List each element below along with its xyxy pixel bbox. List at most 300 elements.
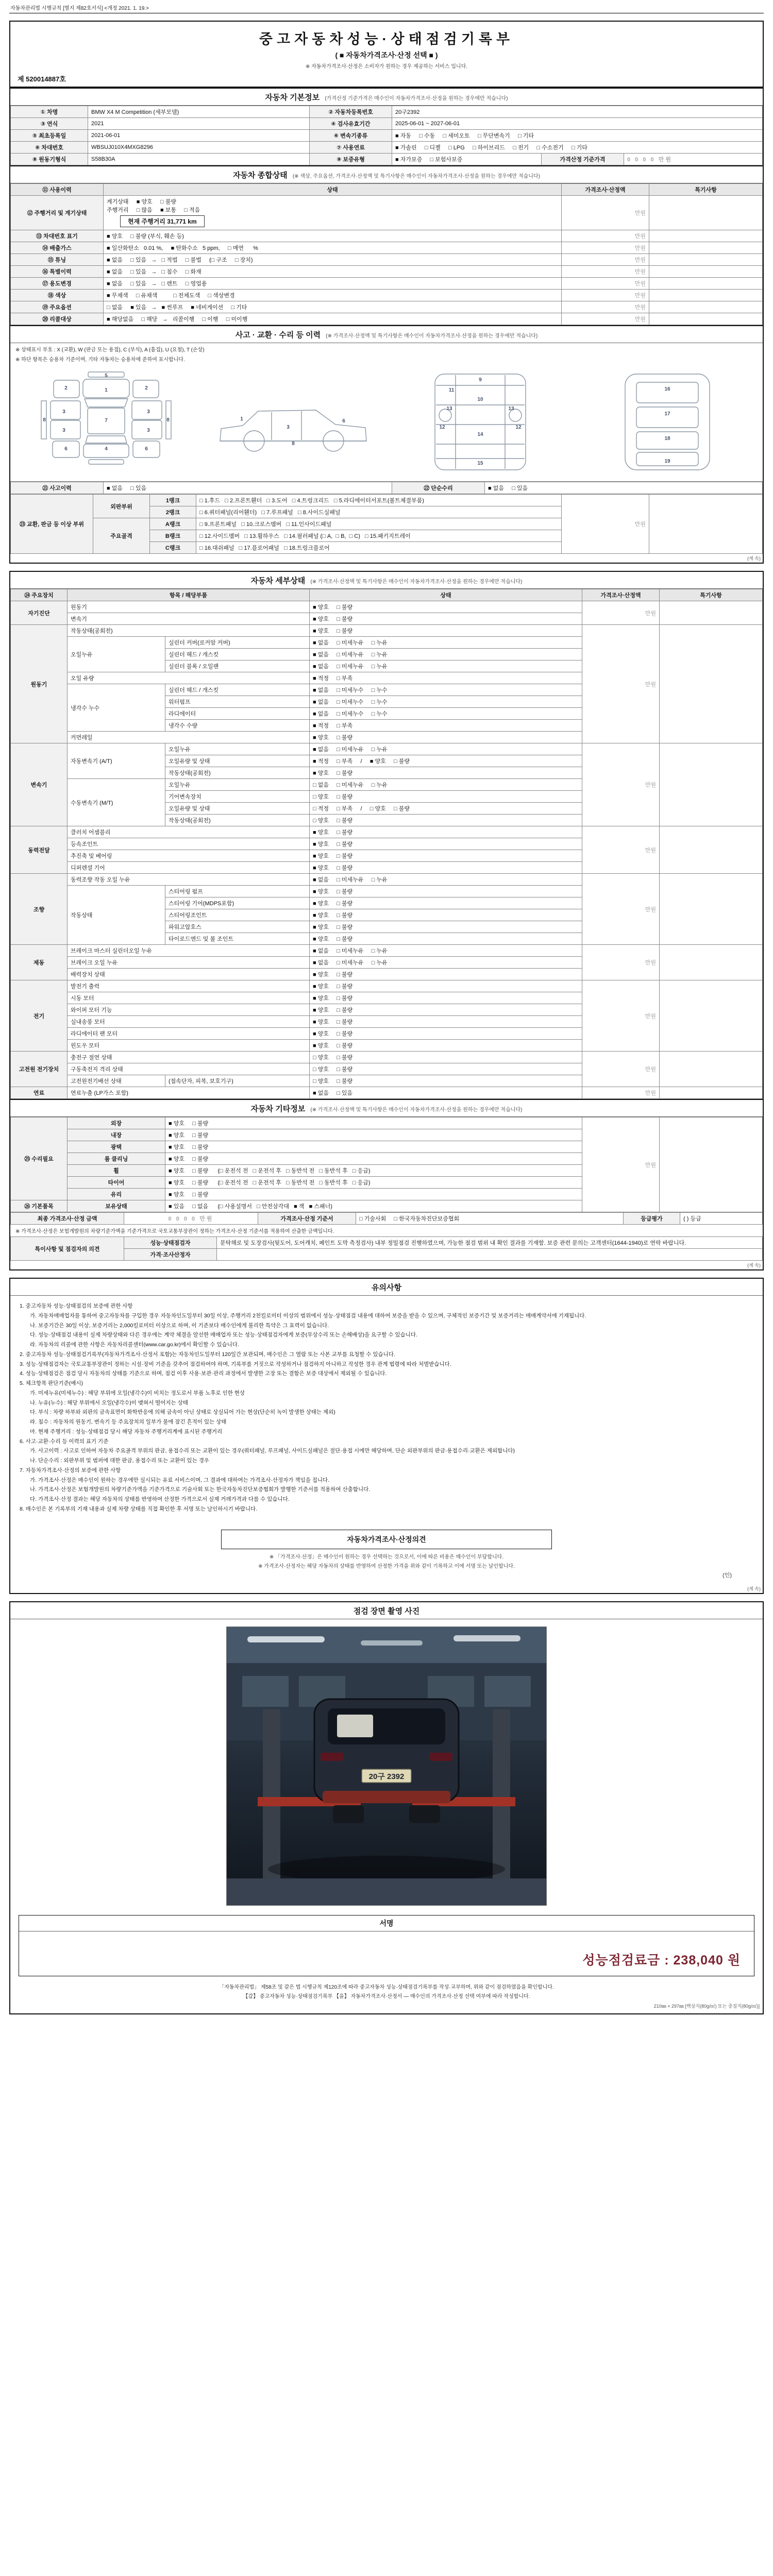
section-note-overall: (※ 색상, 주요옵션, 가격조사·산정액 및 특기사항은 매수인이 자동차가격조사·산정을 원하는 경우에만 적습니다)	[292, 174, 540, 179]
part-label: 스티어링조인트	[165, 909, 310, 921]
section-title-basic	[10, 88, 763, 106]
block-detail	[9, 571, 764, 1270]
part-label: 오일유량 및 상태	[165, 803, 310, 815]
remark-cell	[660, 1087, 763, 1099]
base-price-value: 0 0 0 0 만원	[624, 154, 763, 165]
car-diagram-frame-top	[398, 368, 563, 476]
detail-condition-table	[10, 589, 763, 1099]
grade-value: ( ) 등급	[680, 1213, 763, 1225]
registration-number-value: 20구2392	[392, 106, 763, 118]
current-mileage-label: 현재 주행거리	[128, 218, 165, 225]
item-label: 휠	[68, 1165, 165, 1177]
item-label: 와이퍼 모터 기능	[68, 1004, 310, 1016]
state-options[interactable]: ■ 없음 □ 미세누유 □ 누유	[310, 945, 582, 957]
final-price-note: ※ 가격조사·산정은 보험개발원의 차량기준가액을 기준가격으로 국토교통부장관이 정하는 가격조사·산정 기준서를 적용하여 산출한 금액입니다.	[15, 1229, 334, 1234]
state-options[interactable]: ■ 양호 □ 불량 (□ 운전석 전 □ 운전석 후 □ 동반석 전 □ 동반석 후 □ 응급)	[165, 1165, 582, 1177]
item-label: 오일누유	[68, 637, 165, 672]
item-label: 작동상태(공회전)	[68, 625, 310, 637]
state-options[interactable]: ■ 없음 □ 미세누수 □ 누수	[310, 708, 582, 720]
continued-marker: (계 속)	[747, 1586, 761, 1591]
standard-book-options[interactable]: □ 기술사회 □ 한국자동차진단보증협회	[356, 1213, 624, 1225]
part-label: 워터펌프	[165, 696, 310, 708]
state-options[interactable]: ■ 없음 □ 미세누유 □ 누유	[310, 743, 582, 755]
device-name: 제동	[11, 945, 68, 980]
item-label: 실내송풍 모터	[68, 1016, 310, 1028]
form-reference: 자동차관리법 시행규칙 [별지 제82호서식] <개정 2021. 1. 19.>	[9, 3, 764, 13]
section-note-accident: (※ 가격조사·산정액 및 특기사항은 매수인이 자동차가격조사·산정을 원하는 경우에만 적습니다)	[326, 333, 538, 339]
row-label: ⑰ 용도변경	[11, 278, 104, 290]
state-options[interactable]: ■ 무채색 □ 유채색 □ 전체도색 □ 색상변경	[104, 290, 562, 301]
car-name-value: BMW X4 M Competition (세부모델)	[88, 106, 310, 118]
appraiser-label: 가격·조사산정자	[124, 1249, 217, 1261]
state-options[interactable]: □ 없음 ■ 있음 → ■ 썬루프 ■ 네비게이션 □ 기타	[104, 301, 562, 313]
device-name: 고전원 전기장치	[11, 1052, 68, 1087]
price-cell: 만원	[582, 945, 660, 980]
svg-text:1: 1	[240, 416, 243, 422]
device-name: 전기	[11, 980, 68, 1052]
accident-history-options[interactable]: ■ 없음 □ 있음	[104, 482, 392, 494]
note-item: 다. 부식 : 차량 하부와 외판의 금속표면이 화학반응에 의해 금속이 아닌 상태로 상실되어 가는 현상(단순히 녹이 발생한 상태는 제외)	[30, 1409, 335, 1416]
accident-legend-1: ※ 상태표시 부호 : X (교환), W (판금 또는 용접), C (부식), A (흠집), U (요철), T (손상)	[15, 347, 205, 353]
doc-service-note: ※ 자동차가격조사·산정은 소비자가 원하는 경우 제공하는 서비스 입니다.	[305, 64, 468, 70]
remark-cell	[649, 278, 763, 290]
part-label: 타이로드엔드 및 볼 조인트	[165, 933, 310, 945]
row-label: ㉒ 단순수리	[392, 482, 485, 494]
state-options[interactable]: ■ 양호 □ 불량	[310, 969, 582, 980]
column-header: 가격조사·산정액	[562, 184, 649, 196]
section-title-photo	[10, 1602, 763, 1619]
section-title-detail	[10, 572, 763, 589]
state-options[interactable]: ■ 양호 □ 불량 (부식, 훼손 등)	[104, 230, 562, 242]
opinion-section-label: 특이사항 및 점검자의 의견	[11, 1237, 124, 1261]
notes-body	[10, 1296, 763, 1522]
state-options[interactable]: ■ 일산화탄소 0.01 %, ■ 탄화수소 5 ppm, □ 매연 %	[104, 242, 562, 254]
state-options[interactable]: ■ 없음 □ 미세누유 □ 누유	[310, 660, 582, 672]
svg-text:13: 13	[446, 406, 452, 412]
state-options[interactable]: ■ 양호 □ 불량	[165, 1189, 582, 1200]
svg-text:14: 14	[477, 432, 483, 437]
item-label: 내장	[68, 1129, 165, 1141]
signature-box	[19, 1915, 754, 1976]
remark-cell	[649, 254, 763, 266]
item-label: 원동기	[68, 601, 310, 613]
svg-text:3: 3	[62, 409, 65, 415]
field-label: ⑥ 변속기종류	[310, 130, 392, 142]
current-mileage-box	[120, 215, 205, 227]
note-item: 나. 가격조사·산정은 보험개발원의 차량기준가액을 기준가격으로 기술사회 또는 한국자동차진단보증협회가 발행한 기준서를 적용하여 산출합니다.	[30, 1486, 371, 1493]
car-diagrams	[10, 363, 763, 482]
state-options[interactable]: ■ 양호 □ 불량	[310, 1040, 582, 1052]
price-cell: 만원	[582, 625, 660, 743]
state-options[interactable]: □ 없음 □ 미세누유 □ 누유	[310, 779, 582, 791]
basic-items-options[interactable]: ■ 있음 □ 없음 (□ 사용설명서 □ 안전삼각대 ■ 잭 ■ 스패너)	[165, 1200, 582, 1212]
standard-book-label: 가격조사·산정 기준서	[258, 1213, 356, 1225]
state-options[interactable]: □ 양호 □ 불량	[310, 1063, 582, 1075]
price-cell: 만원	[582, 601, 660, 625]
remark-cell	[649, 242, 763, 254]
exchange-section-label: ㉓ 교환, 판금 등 이상 부위	[11, 495, 93, 554]
device-name: 조향	[11, 874, 68, 945]
signature-title: 서명	[19, 1916, 754, 1931]
state-options[interactable]: ■ 적정 □ 부족 / ■ 양호 □ 불량	[310, 755, 582, 767]
state-options[interactable]: ■ 양호 □ 불량	[310, 862, 582, 874]
remark-cell	[660, 874, 763, 945]
section-title-accident-text: 사고 · 교환 · 수리 등 이력	[235, 331, 321, 340]
state-options[interactable]: ■ 양호 □ 불량	[310, 886, 582, 897]
field-label: ⑤ 최초등록일	[11, 130, 88, 142]
note-item: 가. 미세누유(미세누수) : 해당 부위에 오일(냉각수)이 비치는 정도로서 부품 노후로 인한 현상	[30, 1389, 245, 1396]
section-title-overall	[10, 165, 763, 183]
item-label: 외장	[68, 1117, 165, 1129]
field-label: ⑦ 사용연료	[310, 142, 392, 154]
price-cell: 만원	[562, 278, 649, 290]
item-label: 수동변속기 (M/T)	[68, 779, 165, 826]
state-options[interactable]: ■ 양호 □ 불량	[310, 933, 582, 945]
section-title-notes-text: 유의사항	[372, 1283, 401, 1292]
part-label: (접속단자, 피복, 보호기구)	[165, 1075, 310, 1087]
doc-header	[10, 22, 763, 88]
svg-text:7: 7	[104, 418, 108, 423]
state-options[interactable]: ■ 적정 □ 부족	[310, 720, 582, 732]
column-header: ㉔ 주요장치	[11, 589, 68, 601]
vin-value: WBSUJ010X4MXG8296	[88, 142, 310, 154]
state-options[interactable]: ■ 없음 □ 미세누유 □ 누유	[310, 637, 582, 649]
accident-history-table	[10, 482, 763, 494]
svg-text:3: 3	[286, 425, 290, 430]
note-item: 나. 누유(누수) : 해당 부위에서 오일(냉각수)이 맺혀서 떨어지는 상태	[30, 1399, 188, 1406]
outer-panel-label: 외판부위	[93, 495, 150, 518]
warranty-type-options[interactable]: ■ 자가보증 □ 보험사보증	[392, 154, 542, 165]
price-cell: 만원	[562, 230, 649, 242]
item-label: 타이어	[68, 1177, 165, 1189]
overall-condition-table	[10, 183, 763, 325]
rank-items-options[interactable]: □ 9.프론트패널 □ 10.크로스멤버 □ 11.인사이드패널	[196, 518, 562, 530]
state-options[interactable]: ■ 양호 □ 불량	[165, 1141, 582, 1153]
state-options[interactable]: ■ 양호 □ 불량	[310, 625, 582, 637]
rank-items-options[interactable]: □ 16.대쉬패널 □ 17.플로어패널 □ 18.트렁크플로어	[196, 542, 562, 554]
note-item: 가. 가격조사·산정은 매수인이 원하는 경우에만 실시되는 유료 서비스이며, 그 결과에 대하여는 가격조사·산정자가 책임을 집니다.	[30, 1477, 330, 1483]
state-options[interactable]: ■ 없음 □ 있음 → □ 침수 □ 화재	[104, 266, 562, 278]
item-label: 배력장치 상태	[68, 969, 310, 980]
item-label: 등속조인트	[68, 838, 310, 850]
column-header: 특기사항	[660, 589, 763, 601]
rank-items-options[interactable]: □ 1.후드 □ 2.프론트휀더 □ 3.도어 □ 4.트렁크리드 □ 5.라디에이터서포트(볼트체결부품)	[196, 495, 562, 506]
column-header: 가격조사·산정액	[582, 589, 660, 601]
remark-cell	[649, 266, 763, 278]
continued-marker: (계 속)	[747, 1263, 761, 1268]
state-options[interactable]: ■ 양호 □ 불량	[310, 909, 582, 921]
state-options[interactable]: ■ 양호 □ 불량	[310, 1028, 582, 1040]
state-options[interactable]: ■ 양호 □ 불량	[165, 1153, 582, 1165]
item-label: 연료누출 (LP가스 포함)	[68, 1087, 310, 1099]
price-cell: 만원	[582, 1052, 660, 1087]
item-label: 클러치 어셈블리	[68, 826, 310, 838]
item-label: 브레이크 오일 누유	[68, 957, 310, 969]
basic-items-label: ㉖ 기본품목	[11, 1200, 68, 1212]
block-photo-sign	[9, 1601, 764, 2014]
inspection-valid-period-value: 2025-06-01 ~ 2027-06-01	[392, 118, 763, 130]
item-label: 윈도우 모터	[68, 1040, 310, 1052]
item-label: 시동 모터	[68, 992, 310, 1004]
column-header: 상태	[104, 184, 562, 196]
item-label: 라디에이터 팬 모터	[68, 1028, 310, 1040]
svg-text:12: 12	[439, 425, 445, 430]
row-label: ⑭ 배출가스	[11, 242, 104, 254]
state-options[interactable]: ■ 없음 □ 미세누수 □ 누수	[310, 696, 582, 708]
item-label: 냉각수 누수	[68, 684, 165, 732]
state-options[interactable]: ■ 없음 □ 있음	[310, 1087, 582, 1099]
inspector-opinion-text: 문탁해로 및 도장검사(뒷도어, 도어캐치, 페인트 도막 측정검사) 내부 정밀점검 진행하였으며, 가능한 점검 범위 내 확인 결과를 기재함. 보증 관련 문의는 고객센터(1644-1940)로 연락 바랍니다.	[217, 1237, 763, 1249]
state-options[interactable]: ■ 없음 □ 미세누유 □ 누유	[310, 874, 582, 886]
svg-text:12: 12	[515, 425, 522, 430]
remark-cell	[660, 945, 763, 980]
field-label: ⑧ 원동기형식	[11, 154, 88, 165]
svg-text:1: 1	[104, 387, 108, 393]
note-item: 가. 사고이력 : 사고로 인하여 자동차 주요골격 부위의 판금, 용접수리 또는 교환이 있는 경우(쿼터패널, 루프패널, 사이드실패널은 절단·용접 시에만 해당하며, 단순 외판부위의 판금·용접수리·교환은 제외합니다)	[30, 1448, 515, 1454]
section-title-detail-text: 자동차 세부상태	[250, 577, 306, 585]
section-title-accident	[10, 325, 763, 343]
note-item: 8. 매수인은 본 기록부의 기재 내용과 실제 차량 상태를 직접 확인한 후 서명 또는 날인하시기 바랍니다.	[20, 1505, 258, 1512]
svg-text:5: 5	[104, 373, 108, 379]
item-label: 자동변속기 (A/T)	[68, 743, 165, 779]
state-options[interactable]: ■ 양호 □ 불량	[310, 732, 582, 743]
price-cell: 만원	[562, 242, 649, 254]
remark-cell	[660, 743, 763, 826]
mileage-level-options[interactable]: 주행거리 □ 많음 ■ 보통 □ 적음	[107, 207, 200, 213]
section-title-basic-text: 자동차 기본정보	[265, 93, 320, 102]
opinion-table	[10, 1236, 763, 1261]
rank-items-options[interactable]: □ 6.쿼터패널(리어휀더) □ 7.루프패널 □ 8.사이드실패널	[196, 506, 562, 518]
section-title-overall-text: 자동차 종합상태	[233, 171, 288, 180]
etc-info-table	[10, 1117, 763, 1212]
price-cell: 만원	[582, 743, 660, 826]
state-options[interactable]: ■ 양호 □ 불량	[310, 992, 582, 1004]
state-options[interactable]: ■ 양호 □ 불량	[310, 767, 582, 779]
basic-info-table	[10, 106, 763, 165]
odometer-state-options[interactable]: 계기상태 ■ 양호 □ 불량	[107, 199, 176, 205]
svg-text:9: 9	[478, 377, 482, 383]
state-options[interactable]: ■ 해당없음 □ 해당 → 리콜이행 □ 이행 □ 미이행	[104, 313, 562, 325]
svg-text:8: 8	[291, 441, 295, 447]
rank-label: 2랭크	[150, 506, 196, 518]
note-item: 라. 침수 : 자동차의 원동기, 변속기 등 주요장치의 일부가 물에 잠긴 흔적이 있는 상태	[30, 1419, 227, 1425]
device-name: 동력전달	[11, 826, 68, 874]
svg-text:6: 6	[342, 418, 345, 424]
column-header: ⑪ 사용이력	[11, 184, 104, 196]
field-label: ③ 연식	[11, 118, 88, 130]
note-item: 1. 중고자동차 성능·상태점검의 보증에 관한 사항	[20, 1303, 133, 1309]
state-options[interactable]: ■ 양호 □ 불량	[310, 980, 582, 992]
state-options[interactable]: ■ 양호 □ 불량	[310, 1004, 582, 1016]
field-label: ④ 검사유효기간	[310, 118, 392, 130]
paper-spec-note: 210㎜ × 297㎜ [백상지(80g/㎡) 또는 중질지(80g/㎡)]	[653, 2003, 760, 2009]
model-year-value: 2021	[88, 118, 310, 130]
state-options[interactable]: □ 양호 □ 불량	[310, 1052, 582, 1063]
state-options[interactable]: □ 양호 □ 불량	[310, 1075, 582, 1087]
state-options[interactable]: ■ 양호 □ 불량	[310, 921, 582, 933]
device-name: 연료	[11, 1087, 68, 1099]
item-label: 변속기	[68, 613, 310, 625]
part-label: 실린더 헤드 / 개스킷	[165, 684, 310, 696]
price-cell: 만원	[582, 826, 660, 874]
item-label: 디퍼렌셜 기어	[68, 862, 310, 874]
remark-cell	[660, 1117, 763, 1212]
appraiser-opinion-text	[217, 1249, 763, 1261]
remark-cell	[660, 1052, 763, 1087]
transmission-type-options[interactable]: ■ 자동 □ 수동 □ 세미오토 □ 무단변속기 □ 기타	[392, 130, 763, 142]
seal-mark: (인)	[722, 1572, 732, 1579]
simple-repair-options[interactable]: ■ 없음 □ 있음	[485, 482, 763, 494]
state-options[interactable]: ■ 없음 □ 미세누유 □ 누유	[310, 957, 582, 969]
state-options[interactable]: ■ 양호 □ 불량	[310, 850, 582, 862]
part-label: 파워고압호스	[165, 921, 310, 933]
first-registration-date-value: 2021-06-01	[88, 130, 310, 142]
state-options[interactable]: □ 양호 □ 불량	[310, 815, 582, 826]
state-options[interactable]: ■ 적정 □ 부족	[310, 672, 582, 684]
block-notes	[9, 1278, 764, 1594]
license-plate-text: 20구 2392	[368, 1772, 405, 1781]
part-label: 오일누유	[165, 779, 310, 791]
remark-cell	[649, 301, 763, 313]
state-options[interactable]: □ 적정 □ 부족 / □ 양호 □ 불량	[310, 803, 582, 815]
rank-items-options[interactable]: □ 12.사이드멤버 □ 13.휠하우스 □ 14.필러패널 (□ A, □ B, □ C) □ 15.패키지트레이	[196, 530, 562, 542]
note-item: 다. 성능·상태점검 내용이 실제 차량상태와 다른 경우에는 계약 체결을 알선한 매매업자 또는 성능·상태점검자에게 보증(무상수리 또는 손해배상)을 요구할 수 있습니다.	[30, 1332, 417, 1338]
svg-text:3: 3	[146, 409, 150, 415]
price-cell: 만원	[582, 874, 660, 945]
field-label: ② 자동차등록번호	[310, 106, 392, 118]
state-options[interactable]: ■ 양호 □ 불량 (□ 운전석 전 □ 운전석 후 □ 동반석 전 □ 동반석 후 □ 응급)	[165, 1177, 582, 1189]
row-label: ⑫ 주행거리 및 계기상태	[11, 196, 104, 230]
svg-text:2: 2	[144, 385, 148, 391]
state-options[interactable]: ■ 양호 □ 불량	[310, 601, 582, 613]
signature-area[interactable]	[19, 1931, 754, 1976]
svg-text:10: 10	[477, 397, 483, 402]
inspection-fee: 성능점검료금 : 238,040 원	[582, 1953, 741, 1968]
inspection-photo-wrap	[10, 1619, 763, 1910]
price-cell: 만원	[562, 196, 649, 230]
remark-cell	[649, 290, 763, 301]
part-label: 라디에이터	[165, 708, 310, 720]
svg-text:18: 18	[664, 436, 670, 442]
section-title-notes	[10, 1279, 763, 1296]
state-options[interactable]: ■ 양호 □ 불량	[310, 613, 582, 625]
state-options[interactable]: ■ 없음 □ 있음 → □ 렌트 □ 영업용	[104, 278, 562, 290]
field-label: 가격산정 기준가격	[542, 154, 624, 165]
note-item: 4. 성능·상태점검은 점검 당시 자동차의 상태를 기준으로 하며, 점검 이후 사용·보관·관리 과정에서 발생한 고장 또는 결함은 보증 대상에서 제외될 수 있습니다.	[20, 1370, 387, 1377]
state-options[interactable]: □ 양호 □ 불량	[310, 791, 582, 803]
price-cell: 만원	[582, 1117, 660, 1212]
fuel-type-options[interactable]: ■ 가솔린 □ 디젤 □ LPG □ 하이브리드 □ 전기 □ 수소전기 □ 기타	[392, 142, 763, 154]
part-label: 오일누유	[165, 743, 310, 755]
price-cell: 만원	[562, 254, 649, 266]
inspection-photo	[226, 1626, 547, 1906]
item-label: 추진축 및 베어링	[68, 850, 310, 862]
price-cell: 만원	[562, 301, 649, 313]
rank-label: 1랭크	[150, 495, 196, 506]
price-cell: 만원	[582, 980, 660, 1052]
svg-text:6: 6	[144, 446, 148, 452]
note-item: 6. 사고·교환·수리 등 이력의 표기 기준	[20, 1438, 109, 1445]
item-label: 유리	[68, 1189, 165, 1200]
inspector-label: 성능·상태점검자	[124, 1237, 217, 1249]
state-options[interactable]: ■ 양호 □ 불량	[165, 1129, 582, 1141]
state-options[interactable]: ■ 양호 □ 불량	[310, 826, 582, 838]
item-label: 작동상태	[68, 886, 165, 945]
note-item: 나. 단순수리 : 외판부위 및 범퍼에 대한 판금, 용접수리 또는 교환이 있는 경우	[30, 1458, 210, 1464]
row-label: ⑳ 리콜대상	[11, 313, 104, 325]
state-options[interactable]: ■ 양호 □ 불량	[310, 838, 582, 850]
remark-cell	[660, 601, 763, 625]
part-label: 기어변속장치	[165, 791, 310, 803]
svg-text:3: 3	[146, 428, 150, 433]
part-label: 실린더 헤드 / 개스킷	[165, 649, 310, 660]
item-label: 브레이크 마스터 실린더오일 누유	[68, 945, 310, 957]
footer-legal-line-1: 「자동차관리법」 제58조 및 같은 법 시행규칙 제120조에 따라 중고자동차 성능·상태점검기록부를 작성·교부하며, 위와 같이 점검하였음을 확인합니다.	[219, 1984, 554, 1990]
price-opinion-note-1: ※ 「가격조사·산정」은 매수인이 원하는 경우 선택하는 것으로서, 이에 따른 비용은 매수인이 부담합니다.	[269, 1554, 504, 1560]
section-title-photo-text: 점검 장면 촬영 사진	[353, 1606, 420, 1616]
item-label: 룸 클리닝	[68, 1153, 165, 1165]
note-item: 5. 체크항목 판단기준(예시)	[20, 1380, 83, 1386]
note-item: 나. 보증기간은 30일 이상, 보증거리는 2,000킬로미터 이상으로 하며, 이 기준보다 매수인에게 불리한 특약은 그 효력이 없습니다.	[30, 1322, 329, 1329]
svg-text:11: 11	[448, 387, 454, 393]
section-note-basic: (가격산정 기준가격은 매수인이 자동차가격조사·산정을 원하는 경우에만 적습니다)	[325, 96, 508, 101]
row-label: ⑬ 차대번호 표기	[11, 230, 104, 242]
note-item: 3. 성능·상태점검자는 국토교통부장관이 정하는 시설·장비 기준을 갖추어 점검하여야 하며, 기록부를 거짓으로 작성하거나 점검하지 아니하고 작성한 경우 관계 법령에 따라 처벌받습니다.	[20, 1361, 451, 1367]
row-label: ⑮ 튜닝	[11, 254, 104, 266]
item-label: 오일 유량	[68, 672, 310, 684]
state-options[interactable]: ■ 양호 □ 불량	[310, 1016, 582, 1028]
state-options[interactable]: ■ 없음 □ 있음 → □ 적법 □ 불법 (□ 구조 □ 장치)	[104, 254, 562, 266]
remark-cell	[660, 980, 763, 1052]
state-options[interactable]: ■ 양호 □ 불량	[310, 897, 582, 909]
final-price-label: 최종 가격조사·산정 금액	[11, 1213, 124, 1225]
row-label: ⑱ 색상	[11, 290, 104, 301]
car-diagram-exterior-unfolded	[24, 368, 189, 476]
part-label: 오일유량 및 상태	[165, 755, 310, 767]
current-mileage-value: 31,771 km	[167, 218, 197, 225]
remark-cell	[649, 230, 763, 242]
svg-text:6: 6	[64, 446, 68, 452]
item-label: 충전구 절연 상태	[68, 1052, 310, 1063]
state-options[interactable]: ■ 없음 □ 미세누유 □ 누유	[310, 649, 582, 660]
mileage-state-cell[interactable]	[104, 196, 562, 230]
field-label: ⑨ 보증유형	[310, 154, 392, 165]
item-label: 동력조향 작동 오일 누유	[68, 874, 310, 886]
state-options[interactable]: ■ 없음 □ 미세누수 □ 누수	[310, 684, 582, 696]
item-label: 구동축전지 격리 상태	[68, 1063, 310, 1075]
svg-text:8: 8	[166, 417, 170, 423]
section-note-etc: (※ 가격조사·산정액 및 특기사항은 매수인이 자동차가격조사·산정을 원하는 경우에만 적습니다)	[310, 1107, 523, 1113]
grade-label: 등급평가	[624, 1213, 680, 1225]
row-label: ⑲ 주요옵션	[11, 301, 104, 313]
svg-text:4: 4	[104, 446, 108, 452]
svg-text:17: 17	[664, 411, 670, 417]
row-label: ⑯ 특별이력	[11, 266, 104, 278]
field-label: ① 차명	[11, 106, 88, 118]
section-title-etc	[10, 1099, 763, 1117]
part-label: 스티어링 기어(MDPS포함)	[165, 897, 310, 909]
item-label: 광택	[68, 1141, 165, 1153]
note-item: 가. 자동차매매업자를 통하여 중고자동차를 구입한 경우 자동차인도일부터 30일 이상, 주행거리 2천킬로미터 이상의 범위에서 성능·상태점검 내용에 대하여 보증을 받을 수 있으며, 구체적인 보증기간 및 보증거리는 매매계약서에 기재됩니다.	[30, 1312, 586, 1319]
basic-items-sublabel: 보유상태	[68, 1200, 165, 1212]
price-cell: 만원	[562, 266, 649, 278]
note-item: 다. 가격조사·산정 결과는 해당 자동차의 상태를 반영하여 산정한 가격으로서 실제 거래가격과 다를 수 있습니다.	[30, 1496, 290, 1502]
state-options[interactable]: ■ 양호 □ 불량	[165, 1117, 582, 1129]
final-price-table	[10, 1212, 763, 1225]
column-header: 특기사항	[649, 184, 763, 196]
remark-cell	[649, 495, 763, 554]
note-item: 마. 현재 주행거리 : 성능·상태점검 당시 해당 자동차 주행거리계에 표시된 주행거리	[30, 1428, 223, 1435]
